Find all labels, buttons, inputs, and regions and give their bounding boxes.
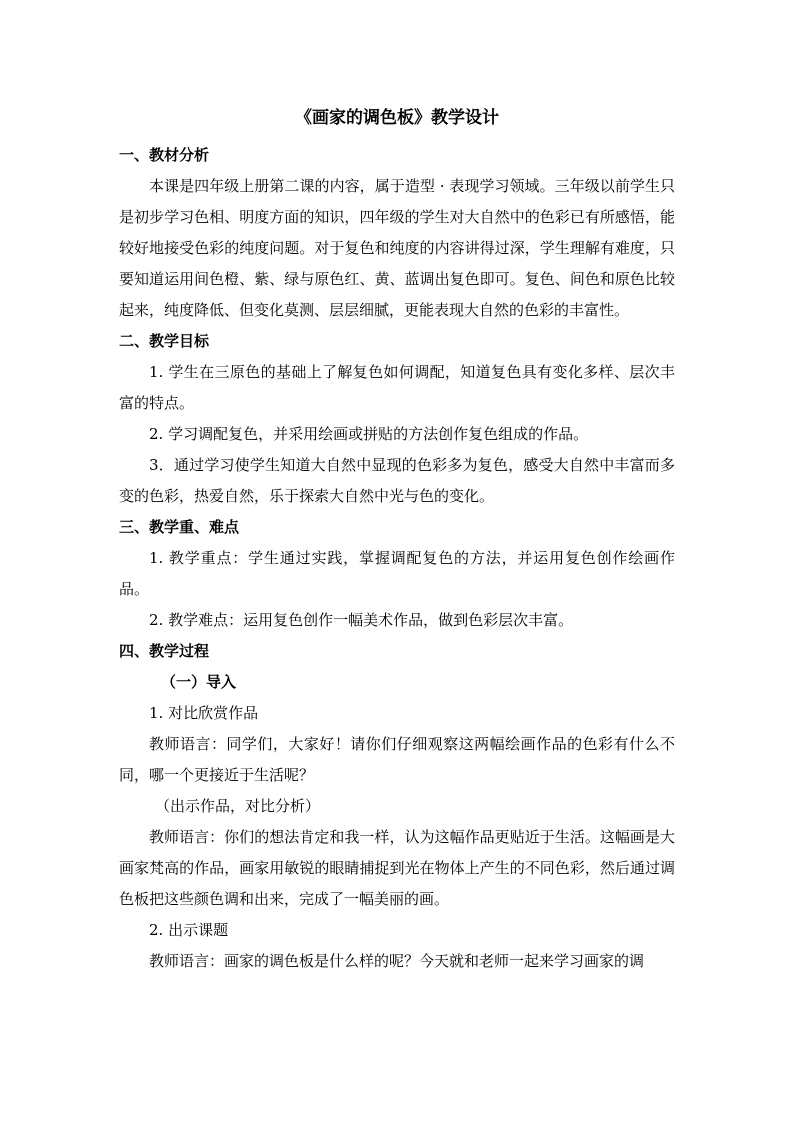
- paragraph: 2. 学习调配复色，并采用绘画或拼贴的方法创作复色组成的作品。: [149, 425, 589, 443]
- paragraph: （出示作品，对比分析）: [155, 797, 321, 815]
- document-title: 《画家的调色板》教学设计: [295, 108, 499, 128]
- paragraph: 2. 出示课题: [149, 921, 229, 939]
- section-heading-key-points: 三、教学重、难点: [119, 518, 240, 536]
- section-heading-objectives: 二、教学目标: [119, 332, 210, 350]
- section-heading-analysis: 一、教材分析: [119, 146, 210, 164]
- subsection-heading-intro: （一）导入: [161, 673, 237, 691]
- paragraph: 教师语言：同学们，大家好！请你们仔细观察这两幅绘画作品的色彩有什么不同，哪一个更接近于生活呢？: [119, 735, 675, 784]
- paragraph: 2. 教学难点：运用复色创作一幅美术作品，做到色彩层次丰富。: [149, 611, 574, 629]
- paragraph: 本课是四年级上册第二课的内容，属于造型 · 表现学习领域。三年级以前学生只是初步学习色相、明度方面的知识，四年级的学生对大自然中的色彩已有所感悟，能较好地接受色彩的纯度问题。对于复色和纯度的内容讲得过深，学生理解有难度，只要知道运用间色橙、紫、绿与原色红、黄、蓝调出复色即可。复色、间色和原色比较起来，纯度降低、但变化莫测、层层细腻，更能表现大自然的色彩的丰富性。: [119, 177, 675, 319]
- paragraph: 教师语言：你们的想法肯定和我一样，认为这幅作品更贴近于生活。这幅画是大画家梵高的作品，画家用敏锐的眼睛捕捉到光在物体上产生的不同色彩，然后通过调色板把这些颜色调和出来，完成了一幅美丽的画。: [119, 828, 675, 908]
- section-heading-process: 四、教学过程: [119, 642, 210, 660]
- paragraph: 1. 对比欣赏作品: [149, 704, 259, 722]
- paragraph: 3．通过学习使学生知道大自然中显现的色彩多为复色，感受大自然中丰富而多变的色彩，热爱自然，乐于探索大自然中光与色的变化。: [119, 456, 675, 505]
- document-body: [119, 140, 675, 977]
- paragraph: 教师语言：画家的调色板是什么样的呢？今天就和老师一起来学习画家的调: [149, 952, 645, 970]
- paragraph: 1. 学生在三原色的基础上了解复色如何调配，知道复色具有变化多样、层次丰富的特点。: [119, 363, 675, 412]
- paragraph: 1. 教学重点：学生通过实践，掌握调配复色的方法，并运用复色创作绘画作品。: [119, 549, 675, 598]
